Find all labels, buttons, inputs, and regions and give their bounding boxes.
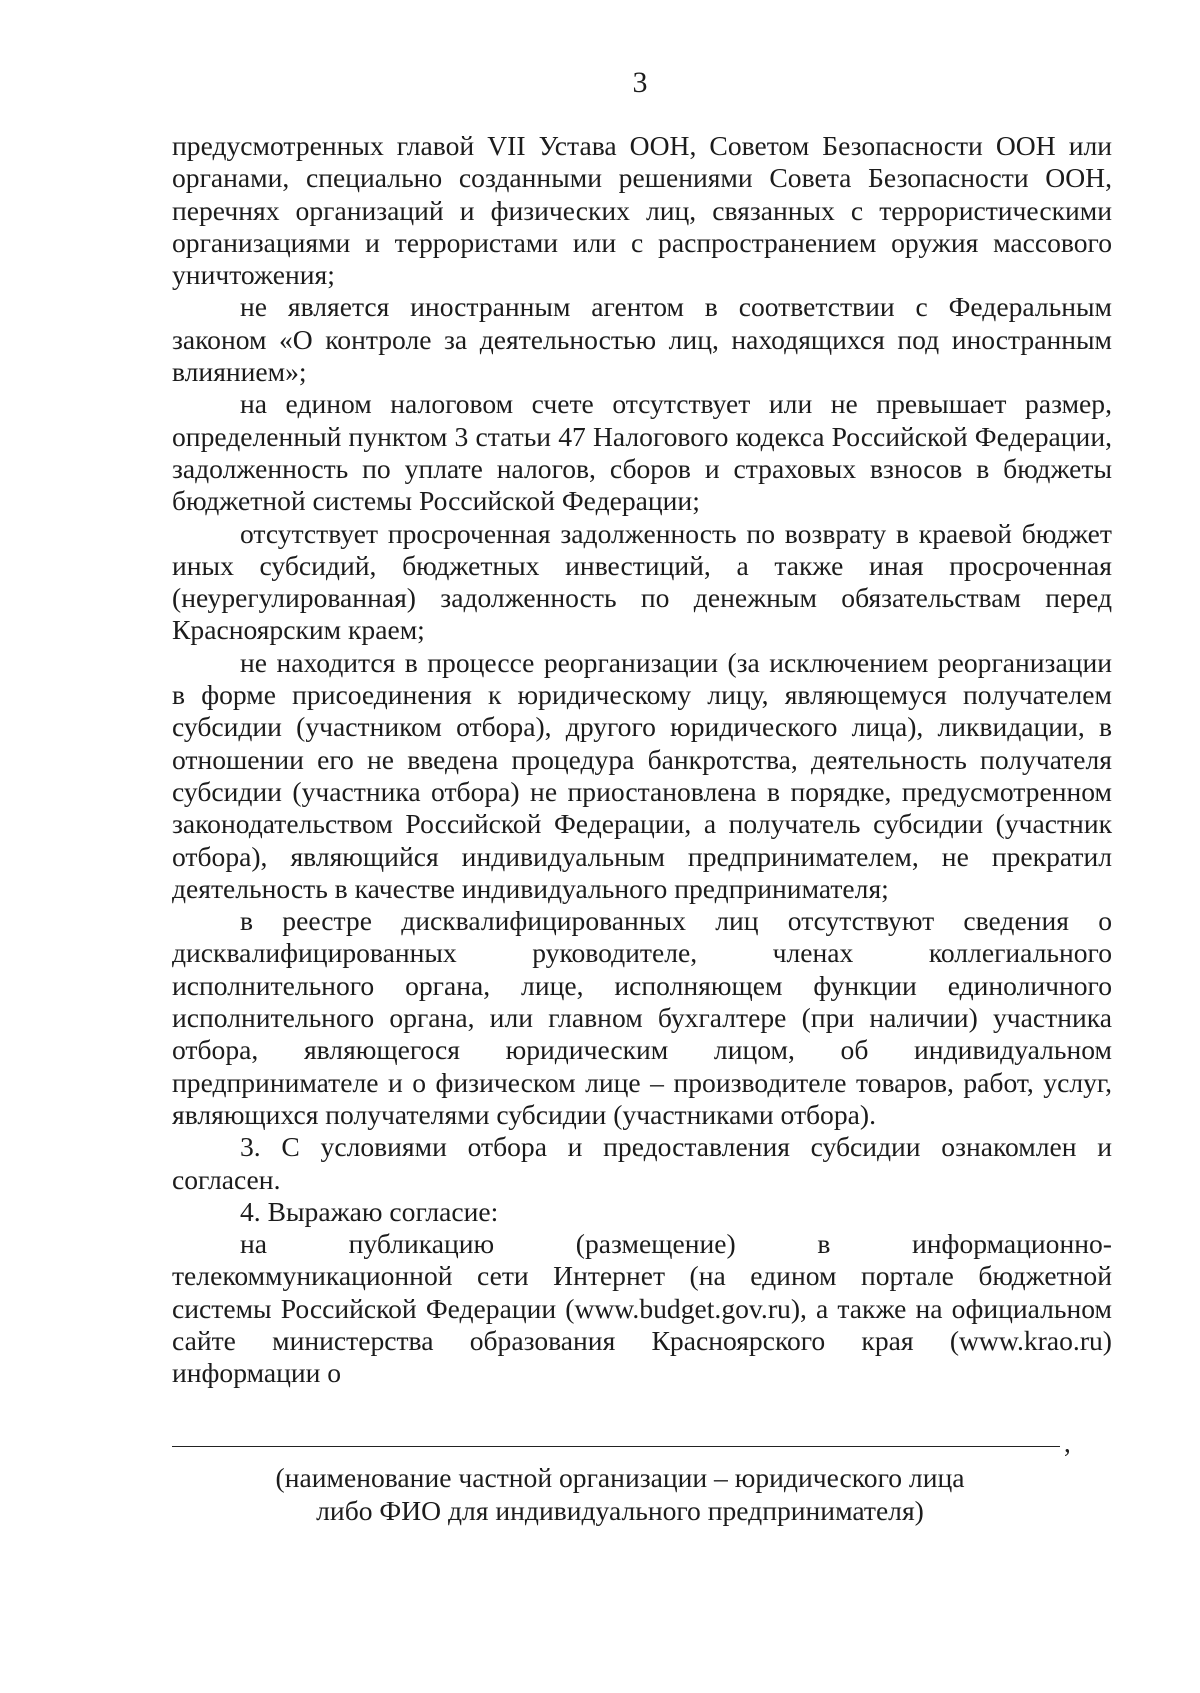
paragraph-item-3-conditions: 3. С условиями отбора и предоставления субсидии ознакомлен и согласен. [172,1131,1112,1195]
document-body [172,130,1112,1390]
paragraph-disqualified-registry: в реестре дисквалифицированных лиц отсутствуют сведения о дисквалифицированных руководителе, членах коллегиального исполнительного органа, лице, исполняющем функции единоличного исполнительного органа, или главном бухгалтере (при наличии) участника отбора, являющегося юридическим лицом, об индивидуальном предпринимателе и о физическом лице – производителе товаров, работ, услуг, являющихся получателями субсидии (участниками отбора). [172,905,1112,1130]
paragraph-publication-line1: на публикацию (размещение) в информационно- [240,1228,1112,1260]
fill-in-line [172,1446,1060,1447]
paragraph-publication-rest: телекоммуникационной сети Интернет (на едином портале бюджетной системы Российской Федерации (www.budget.gov.ru), а также на официальном сайте министерства образования Красноярского края (www.krao.ru) информации о [172,1260,1112,1389]
paragraph-item-4-consent: 4. Выражаю согласие: [240,1195,499,1227]
page-number: 3 [632,66,648,99]
paragraph-sanctions-lists: предусмотренных главой VII Устава ООН, Советом Безопасности ООН или органами, специально созданными решениями Совета Безопасности ООН, перечнях организаций и физических лиц, связанных с террористическими организациями и террористами или с распространением оружия массового уничтожения; [172,130,1112,291]
caption-line-2: либо ФИО для индивидуального предпринимателя) [316,1495,924,1526]
fill-in-line-comma: , [1064,1428,1071,1458]
fill-in-caption [220,1461,1020,1527]
paragraph-tax-debt: на едином налоговом счете отсутствует или не превышает размер, определенный пунктом 3 статьи 47 Налогового кодекса Российской Федерации, задолженность по уплате налогов, сборов и страховых взносов в бюджеты бюджетной системы Российской Федерации; [172,388,1112,517]
paragraph-overdue-debt: отсутствует просроченная задолженность по возврату в краевой бюджет иных субсидий, бюджетных инвестиций, а также иная просроченная (неурегулированная) задолженность по денежным обязательствам перед Красноярским краем; [172,517,1112,646]
paragraph-foreign-agent: не является иностранным агентом в соответствии с Федеральным законом «О контроле за деятельностью лиц, находящихся под иностранным влиянием»; [172,291,1112,388]
paragraph-reorganization: не находится в процессе реорганизации (за исключением реорганизации в форме присоединения к юридическому лицу, являющемуся получателем субсидии (участником отбора), другого юридического лица), ликвидации, в отношении его не введена процедура банкротства, деятельность получателя субсидии (участника отбора) не приостановлена в порядке, предусмотренном законодательством Российской Федерации, а получатель субсидии (участник отбора), являющийся индивидуальным предпринимателем, не прекратил деятельность в качестве индивидуального предпринимателя; [172,646,1112,904]
caption-line-1: (наименование частной организации – юридического лица [275,1462,965,1493]
